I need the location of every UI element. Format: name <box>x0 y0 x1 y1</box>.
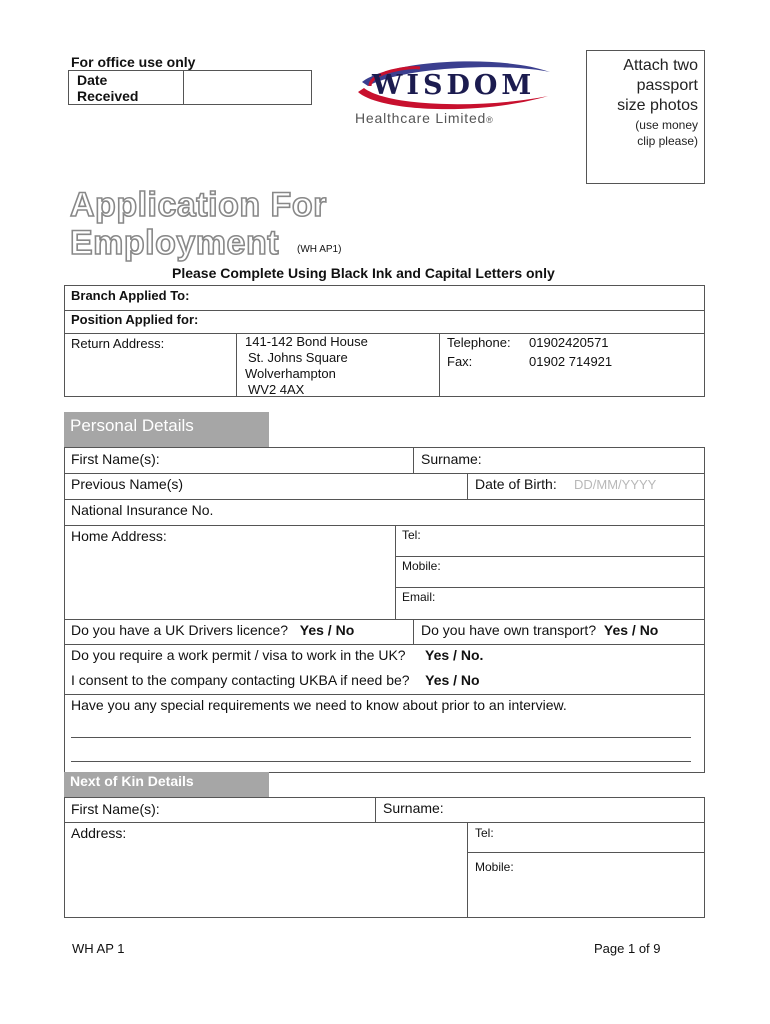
ni-label: National Insurance No. <box>71 502 214 518</box>
photo-text-line2: passport <box>636 77 698 94</box>
special-requirements-line-2[interactable] <box>71 761 691 762</box>
special-requirements-line-1[interactable] <box>71 737 691 738</box>
fax-label: Fax: <box>447 354 473 369</box>
form-title-line1: Application For <box>70 186 327 224</box>
dob-field[interactable]: DD/MM/YYYY <box>574 477 657 492</box>
application-details-table <box>64 285 705 397</box>
surname-label: Surname: <box>421 451 482 467</box>
branch-label: Branch Applied To: <box>71 288 190 303</box>
licence-yes-no[interactable]: Yes / No <box>299 622 355 638</box>
kin-address-label: Address: <box>71 825 127 841</box>
company-logo <box>350 52 565 132</box>
return-address-value: 141-142 Bond House St. Johns Square Wolverhampton WV2 4AX <box>245 334 368 397</box>
licence-question: Do you have a UK Drivers licence? Yes / No <box>71 622 355 638</box>
branch-field[interactable] <box>215 286 703 310</box>
home-mobile-label: Mobile: <box>402 559 441 573</box>
photo-note-line2: clip please) <box>637 134 698 148</box>
consent-question: I consent to the company contacting UKBA if need be? Yes / No <box>71 672 480 688</box>
dob-label: Date of Birth: <box>475 476 557 492</box>
special-requirements-question: Have you any special requirements we need to know about prior to an interview. <box>71 697 567 713</box>
ni-field[interactable] <box>235 500 703 525</box>
kin-surname-label: Surname: <box>383 800 444 816</box>
permit-yes-no[interactable]: Yes / No. <box>425 647 484 663</box>
transport-yes-no[interactable]: Yes / No <box>603 622 659 638</box>
permit-question: Do you require a work permit / visa to work in the UK? Yes / No. <box>71 647 484 663</box>
transport-question: Do you have own transport? Yes / No <box>421 622 659 638</box>
kin-mobile-label: Mobile: <box>475 860 514 874</box>
photo-box[interactable] <box>586 50 705 184</box>
personal-details-header: Personal Details <box>64 412 269 448</box>
next-of-kin-header: Next of Kin Details <box>64 772 269 798</box>
form-code: (WH AP1) <box>297 244 342 255</box>
footer-page-number: Page 1 of 9 <box>594 941 661 956</box>
footer-form-code: WH AP 1 <box>72 941 125 956</box>
photo-text-line1: Attach two <box>623 57 698 74</box>
instruction-text: Please Complete Using Black Ink and Capital Letters only <box>172 265 555 281</box>
fax-value: 01902 714921 <box>529 354 613 369</box>
kin-tel-label: Tel: <box>475 826 494 840</box>
photo-note-line1: (use money <box>635 118 698 132</box>
return-address-label: Return Address: <box>71 336 165 351</box>
date-received-box <box>68 70 312 105</box>
home-email-label: Email: <box>402 590 436 604</box>
date-received-label: Date Received <box>77 72 139 104</box>
surname-field[interactable] <box>493 448 703 473</box>
first-names-label: First Name(s): <box>71 451 160 467</box>
photo-text-line3: size photos <box>617 97 698 114</box>
home-tel-label: Tel: <box>402 528 421 542</box>
kin-address-field[interactable] <box>71 843 461 913</box>
logo-subtitle: Healthcare Limited® <box>355 110 494 126</box>
kin-surname-field[interactable] <box>455 798 703 822</box>
home-address-label: Home Address: <box>71 528 167 544</box>
position-label: Position Applied for: <box>71 312 199 327</box>
kin-first-names-field[interactable] <box>169 798 369 822</box>
office-use-heading: For office use only <box>71 54 196 70</box>
telephone-value: 01902420571 <box>529 335 609 350</box>
position-field[interactable] <box>225 311 703 333</box>
form-title-line2: Employment <box>70 224 280 262</box>
kin-first-names-label: First Name(s): <box>71 801 160 817</box>
first-names-field[interactable] <box>169 448 409 473</box>
personal-details-table <box>64 447 705 773</box>
previous-names-field[interactable] <box>205 474 465 499</box>
next-of-kin-table <box>64 797 705 918</box>
telephone-label: Telephone: <box>447 335 511 350</box>
logo-wordmark: WISDOM <box>372 70 536 101</box>
home-address-field[interactable] <box>71 546 389 618</box>
previous-names-label: Previous Name(s) <box>71 476 184 492</box>
consent-yes-no[interactable]: Yes / No <box>425 672 480 688</box>
date-received-field[interactable] <box>185 71 311 104</box>
